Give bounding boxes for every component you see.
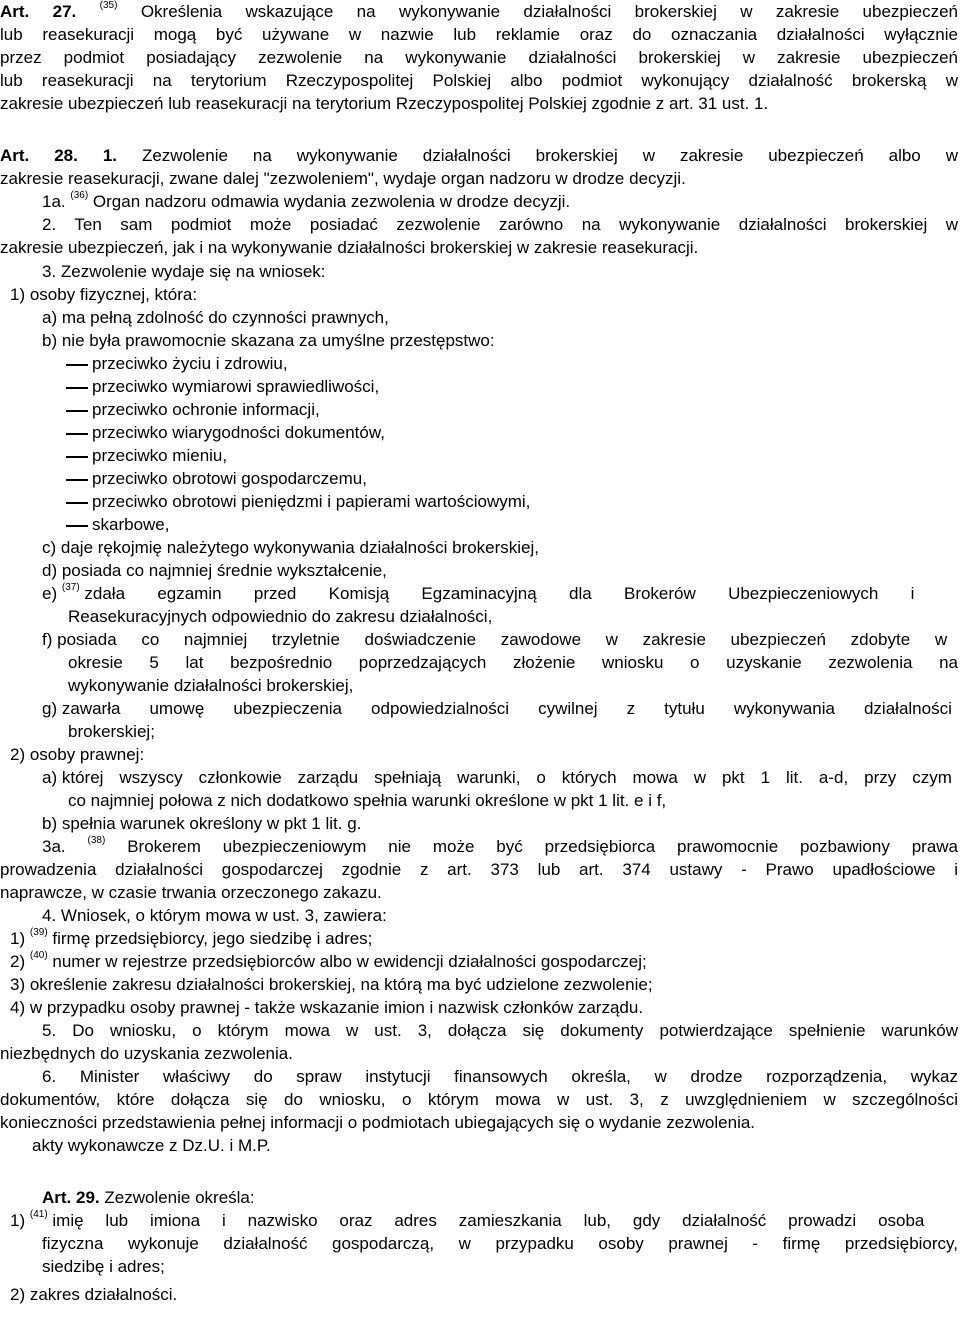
dash-item: przeciwko obrotowi pieniędzmi i papierami wartościowymi, xyxy=(66,492,960,512)
footnote-ref: (40) xyxy=(29,950,48,962)
art28-u3a-line-3: naprawcze, w czasie trwania orzeczonego zakazu. xyxy=(0,883,382,902)
art27-line-5: zakresie ubezpieczeń lub reasekuracji na terytorium Rzeczypospolitej Polskiej zgodnie z art. 31 ust. 1. xyxy=(0,94,769,113)
footnote-ref: (38) xyxy=(87,835,106,847)
art28-u3: 3. Zezwolenie wydaje się na wniosek: xyxy=(42,262,326,281)
art27-line-2: lub reasekuracji mogą być używane w nazwie lub reklamie oraz do oznaczania działalności wyłącznie xyxy=(0,25,958,44)
art28-p1c: c) daje rękojmię należytego wykonywania działalności brokerskiej, xyxy=(42,538,540,557)
art28-u3a-line-2: prowadzenia działalności gospodarczej zgodnie z art. 373 lub art. 374 ustawy - Prawo upadłościowe i xyxy=(0,860,958,879)
art28-u4: 4. Wniosek, o którym mowa w ust. 3, zawiera: xyxy=(42,906,387,925)
dash-item: przeciwko życiu i zdrowiu, xyxy=(66,354,960,374)
dash-item: przeciwko wiarygodności dokumentów, xyxy=(66,423,960,443)
art28-p2: 2) osoby prawnej: xyxy=(10,745,145,764)
art28-u4-3: 3) określenie zakresu działalności brokerskiej, na którą ma być udzielone zezwolenie; xyxy=(10,975,653,994)
art28-p1: 1) osoby fizycznej, która: xyxy=(10,285,198,304)
akty-wykonawcze-link[interactable]: akty wykonawcze z Dz.U. i M.P. xyxy=(32,1136,271,1155)
art28-u4-4: 4) w przypadku osoby prawnej - także wskazanie imion i nazwisk członków zarządu. xyxy=(10,998,644,1017)
art28-u6-line-1: 6. Minister właściwy do spraw instytucji finansowych określa, w drodze rozporządzenia, wykaz xyxy=(42,1067,958,1086)
art29-p1-line-1: 1) $^{(41)}$ imię lub imiona i nazwisko oraz adres zamieszkania lub, gdy działalność prowadzi osoba xyxy=(10,1209,925,1230)
art28-u6-line-2: dokumentów, które dołącza się do wniosku, o którym mowa w ust. 3, z uwzględnieniem w szczególności xyxy=(0,1090,958,1109)
art28-p2a-line-1: a) której wszyscy członkowie zarządu spełniają warunki, o których mowa w pkt 1 lit. a-d, przy czym xyxy=(42,768,952,787)
art28-p1f-line-1: f) posiada co najmniej trzyletnie doświadczenie zawodowe w zakresie ubezpieczeń zdobyte w xyxy=(42,630,948,649)
art28-u4-2: 2) $^{(40)}$ numer w rejestrze przedsiębiorców albo w ewidencji działalności gospodarczej; xyxy=(10,950,647,971)
art28-p1f-line-2: okresie 5 lat bezpośrednio poprzedzających złożenie wniosku o uzyskanie zezwolenia na xyxy=(68,653,958,672)
art28-u5-line-1: 5. Do wniosku, o którym mowa w ust. 3, dołącza się dokumenty potwierdzające spełnienie warunków xyxy=(42,1021,958,1040)
art28-label: Art. 28. xyxy=(0,146,78,165)
art27-label: Art. 27. xyxy=(0,2,77,21)
art28-u1a: 1a. $^{(36)}$ Organ nadzoru odmawia wydania zezwolenia w drodze decyzji. xyxy=(42,190,571,211)
dash-item: przeciwko obrotowi gospodarczemu, xyxy=(66,469,960,489)
footnote-ref: (41) xyxy=(29,1209,48,1221)
art29-label: Art. 29. xyxy=(42,1188,100,1207)
art28-line-1: Art. 28. 1. Zezwolenie na wykonywanie działalności brokerskiej w zakresie ubezpieczeń albo w xyxy=(0,146,958,165)
art28-u1-line-2: zakresie reasekuracji, zwane dalej "zezwoleniem", wydaje organ nadzoru w drodze decyzji. xyxy=(0,169,686,188)
art28-p1e-line-2: Reasekuracyjnych odpowiednio do zakresu działalności, xyxy=(68,607,493,626)
art27-line-3: przez podmiot posiadający zezwolenie na wykonywanie działalności brokerskiej w zakresie ubezpieczeń xyxy=(0,48,958,67)
dash-item: przeciwko wymiarowi sprawiedliwości, xyxy=(66,377,960,397)
footnote-ref: (39) xyxy=(29,927,48,939)
art28-p1g-line-1: g) zawarła umowę ubezpieczenia odpowiedzialności cywilnej z tytułu wykonywania działalności xyxy=(42,699,952,718)
art28-u2-line-1: 2. Ten sam podmiot może posiadać zezwolenie zarówno na wykonywanie działalności brokerskiej w xyxy=(42,215,958,234)
art28-p2a-line-2: co najmniej połowa z nich dodatkowo spełnia warunki określone w pkt 1 lit. e i f, xyxy=(68,791,667,810)
art28-p2b: b) spełnia warunek określony w pkt 1 lit. g. xyxy=(42,814,362,833)
art28-p1f-line-3: wykonywanie działalności brokerskiej, xyxy=(68,676,354,695)
art28-u4-1: 1) $^{(39)}$ firmę przedsiębiorcy, jego siedzibę i adres; xyxy=(10,927,373,948)
art27-line-4: lub reasekuracji na terytorium Rzeczypospolitej Polskiej albo podmiot wykonujący działalność brokerską w xyxy=(0,71,958,90)
art28-u6-line-3: konieczności przedstawienia pełnej informacji o podmiotach ubiegających się o wydanie zezwolenia. xyxy=(0,1113,756,1132)
dash-item: przeciwko mieniu, xyxy=(66,446,960,466)
art28-u5-line-2: niezbędnych do uzyskania zezwolenia. xyxy=(0,1044,293,1063)
art29-p1-line-3: siedzibę i adres; xyxy=(42,1257,165,1276)
art28-u2-line-2: zakresie ubezpieczeń, jak i na wykonywanie działalności brokerskiej w zakresie reasekuracji. xyxy=(0,238,699,257)
footnote-ref: (35) xyxy=(99,0,118,12)
art27-line-1: Art. 27. $^{(35)}$ Określenia wskazujące na wykonywanie działalności brokerskiej w zakresie ubezpieczeń xyxy=(0,0,958,21)
art28-u3a-line-1: 3a. $^{(38)}$ Brokerem ubezpieczeniowym nie może być przedsiębiorca prawomocnie pozbawiony prawa xyxy=(42,835,958,856)
art28-p1g-line-2: brokerskiej; xyxy=(68,722,155,741)
art28-p1d: d) posiada co najmniej średnie wykształcenie, xyxy=(42,561,387,580)
art28-p1b: b) nie była prawomocnie skazana za umyślne przestępstwo: xyxy=(42,331,495,350)
footnote-ref: (37) xyxy=(61,582,80,594)
art29-p1-line-2: fizyczna wykonuje działalność gospodarczą, w przypadku osoby prawnej - firmę przedsiębiorcy, xyxy=(42,1234,958,1253)
dash-item: skarbowe, xyxy=(66,515,960,535)
art28-p1e-line-1: e) $^{(37)}$ zdała egzamin przed Komisją Egzaminacyjną dla Brokerów Ubezpieczeniowych i xyxy=(42,582,915,603)
art28-p1a: a) ma pełną zdolność do czynności prawnych, xyxy=(42,308,389,327)
art29-intro: Art. 29. Zezwolenie określa: xyxy=(42,1188,255,1207)
art29-p2: 2) zakres działalności. xyxy=(10,1285,178,1304)
dash-item: przeciwko ochronie informacji, xyxy=(66,400,960,420)
footnote-ref: (36) xyxy=(70,190,89,202)
